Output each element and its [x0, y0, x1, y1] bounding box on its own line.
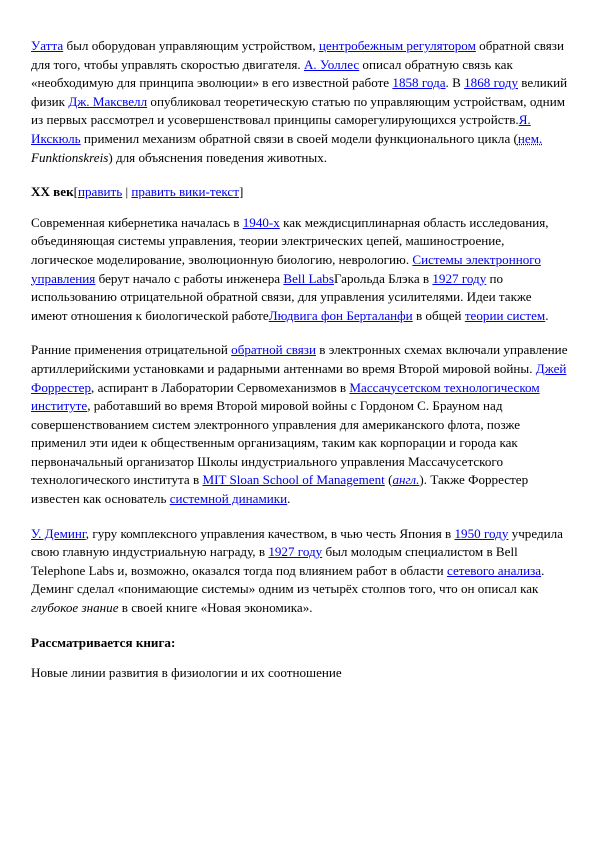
paragraph-history: Уатта был оборудован управляющим устройством, центробежным регулятором обратной связи для того, чтобы управлять скоростью двигателя. А. Уоллес описал обратную связь как «необходимую для принципа эволюции» в его известной работе 1858 года. В 1868 году великий физик Дж. Максвелл опубликовал теоретическую статью по управляющим устройствам, одним из первых рассмотрел и усовершенствовал принципы саморегулирующихся устройств.Я. Икскюль применил механизм обратной связи в своей модели функционального цикла (нем. Funktionskreis) для объяснения поведения животных. — [31, 38, 568, 165]
link-systems-theory[interactable]: теории систем — [464, 307, 546, 323]
link-centrifugal-governor[interactable]: центробежным регулятором — [318, 38, 476, 53]
link-watt[interactable]: Уатта — [31, 38, 64, 53]
edit-link[interactable]: править — [78, 184, 123, 200]
link-uexkull[interactable]: Я. Икскюль — [31, 112, 531, 146]
link-year-1868[interactable]: 1868 году — [464, 75, 518, 91]
link-forrester[interactable]: Джей Форрестер — [31, 360, 567, 395]
link-network-analysis[interactable]: сетевого анализа — [446, 562, 542, 578]
link-system-dynamics[interactable]: системной динамики — [169, 491, 288, 507]
article-content — [31, 37, 569, 699]
paragraph-deming: У. Деминг, гуру комплексного управления качеством, в чью честь Япония в 1950 году учредила свою главную индустриальную награду, в 1927 году был молодым специалистом в Bell Telephone Labs и, возможно, оказался тогда под влиянием работ в области сетевого анализа. Деминг сделал «понимающие системы» одним из четырёх столпов того, что он описал как глубокое знание в своей книге «Новая экономика». — [31, 525, 563, 616]
link-mit-sloan[interactable]: MIT Sloan School of Management — [202, 472, 385, 488]
link-english-abbr[interactable]: англ. — [392, 472, 420, 488]
link-year-1927[interactable]: 1927 году — [432, 270, 487, 286]
link-german-abbr[interactable]: нем. — [517, 130, 543, 146]
link-feedback[interactable]: обратной связи — [231, 342, 316, 358]
link-deming[interactable]: У. Деминг — [31, 525, 86, 541]
link-maxwell[interactable]: Дж. Максвелл — [68, 93, 148, 109]
section-heading-book: Рассматривается книга: — [31, 634, 176, 650]
paragraph-book-title: Новые линии развития в физиологии и их соотношение — [31, 665, 342, 681]
link-year-1927-b[interactable]: 1927 году — [268, 544, 323, 560]
heading-title: XX век — [31, 184, 74, 200]
section-heading-xx-century: XX век[править | править вики-текст] — [31, 184, 244, 200]
link-1940s[interactable]: 1940-х — [242, 214, 280, 230]
link-electronic-control-systems[interactable]: Системы электронного управления — [31, 251, 541, 286]
paragraph-modern-cybernetics: Современная кибернетика началась в 1940-х как междисциплинарная область исследования, объединяющая системы управления, теории электрических цепей, машиностроение, логическое моделирование, эволюционную биологию, неврологию. Системы электронного управления берут начало с работы инженера Bell LabsГарольда Блэка в 1927 году по использованию отрицательной обратной связи, для управления усилителями. Идеи также имеют отношения к биологической работеЛюдвига фон Берталанфи в общей теории систем. — [31, 214, 549, 323]
link-bertalanffy[interactable]: Людвига фон Берталанфи — [268, 307, 413, 323]
paragraph-early-applications: Ранние применения отрицательной обратной связи в электронных схемах включали управление артиллерийскими установками и радарными антеннами во время Второй мировой войны. Джей Форрестер, аспирант в Лаборатории Сервомеханизмов в Массачусетском технологическом институте, работавший во время Второй мировой войны с Гордоном С. Брауном над совершенствованием систем электронного управления для американского флота, позже применил эти идеи к общественным организациям, таким как корпорации и города как первоначальный организатор Школы индустриального управления Массачусетского технологического института в MIT Sloan School of Management (англ.). Также Форрестер известен как основатель системной динамики. — [31, 342, 568, 507]
link-bell-labs[interactable]: Bell Labs — [283, 270, 334, 286]
link-year-1950[interactable]: 1950 году — [454, 525, 509, 541]
link-wallace[interactable]: А. Уоллес — [303, 56, 360, 72]
link-mit[interactable]: Массачусетском технологическом институте — [31, 379, 540, 414]
edit-wikitext-link[interactable]: править вики-текст — [131, 184, 239, 200]
link-year-1858[interactable]: 1858 года — [392, 75, 446, 91]
